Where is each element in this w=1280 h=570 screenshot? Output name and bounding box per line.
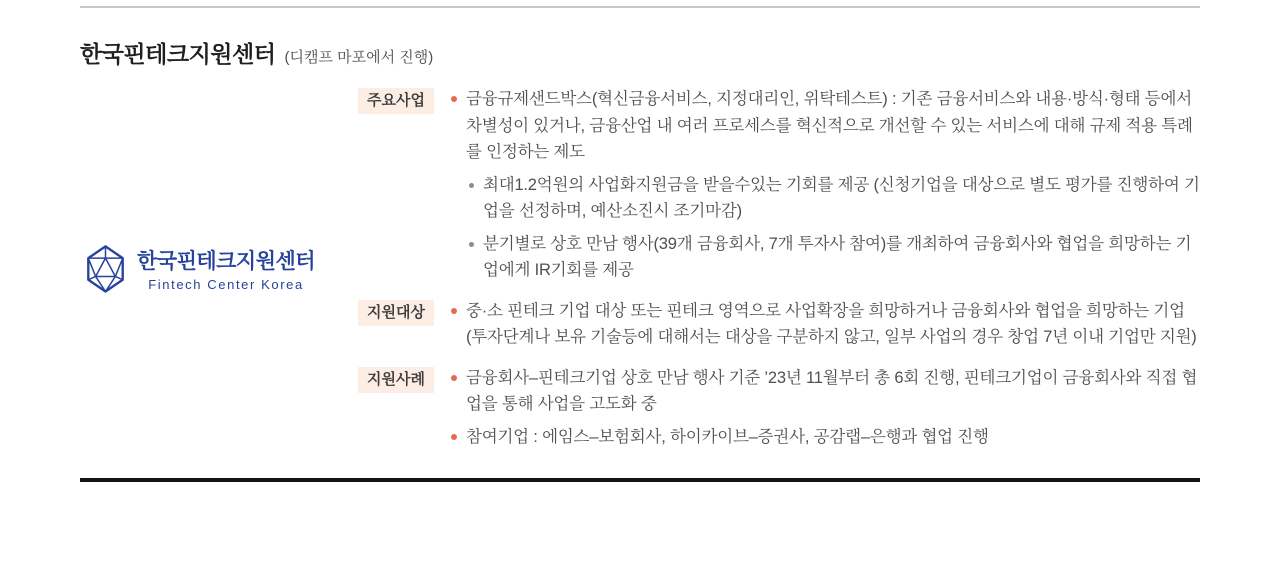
bullet-text: 최대1.2억원의 사업화지원금을 받을수있는 기회를 제공 (신청기업을 대상으로 별도 평가를 진행하여 기업을 선정하며, 예산소진시 조기마감) [482,175,1200,220]
content [80,86,1200,450]
logo-text [137,245,315,292]
bullet-list [451,86,1200,284]
section-badge: 주요사업 [358,88,434,114]
bullet-list [451,298,1200,351]
bullet-item [451,365,1200,418]
section-support-cases [358,365,1200,451]
section-main-business [358,86,1200,284]
bullet-item-sub [469,172,1200,225]
bullet-text: 금융규제샌드박스(혁신금융서비스, 지정대리인, 위탁테스트) : 기존 금융서비스와 내용·방식·형태 등에서 차별성이 있거나, 금융산업 내 여러 프로세스를 혁신적으로 개선할 수 있는 서비스에 대해 규제 적용 특례를 인정하는 제도 [465,90,1193,161]
section-support-target [358,298,1200,351]
bullet-text: 중·소 핀테크 기업 대상 또는 핀테크 영역으로 사업확장을 희망하거나 금융회사와 협업을 희망하는 기업 (투자단계나 보유 기술등에 대해서는 대상을 구분하지 않고, 일부 사업의 경우 창업 7년 이내 기업만 지원) [465,301,1197,346]
page-subtitle: (디캠프 마포에서 진행) [284,49,434,66]
section-badge: 지원사례 [358,367,434,393]
bullet-text: 분기별로 상호 만남 행사(39개 금융회사, 7개 투자사 참여)를 개최하여 금융회사와 협업을 희망하는 기업에게 IR기회를 제공 [482,234,1192,279]
icosahedron-icon [82,242,129,294]
bullet-dot-icon [451,375,457,381]
bullet-text: 참여기업 : 에임스–보험회사, 하이카이브–증권사, 공감랩–은행과 협업 진행 [465,427,989,446]
bullet-dot-icon [451,308,457,314]
header [80,36,1200,69]
sections [358,86,1200,450]
section-badge: 지원대상 [358,300,434,326]
logo-name-english: Fintech Center Korea [148,276,304,292]
logo-column [80,86,358,450]
bullet-item [451,298,1200,351]
bottom-divider [80,478,1200,482]
page-title: 한국핀테크지원센터 [80,41,276,67]
bullet-item-sub [469,231,1200,284]
fintech-center-page [80,6,1200,482]
bullet-list [451,365,1200,451]
bullet-dot-icon [451,434,457,440]
bullet-item [451,86,1200,166]
fintech-center-logo [82,242,315,294]
bullet-text: 금융회사–핀테크기업 상호 만남 행사 기준 ’23년 11월부터 총 6회 진행, 핀테크기업이 금융회사와 직접 협업을 통해 사업을 고도화 중 [465,368,1198,413]
bullet-item [451,424,1200,451]
logo-name-korean: 한국핀테크지원센터 [137,249,316,273]
bullet-dot-icon [469,183,474,188]
top-divider [80,6,1200,8]
bullet-dot-icon [469,242,474,247]
bullet-dot-icon [451,96,457,102]
